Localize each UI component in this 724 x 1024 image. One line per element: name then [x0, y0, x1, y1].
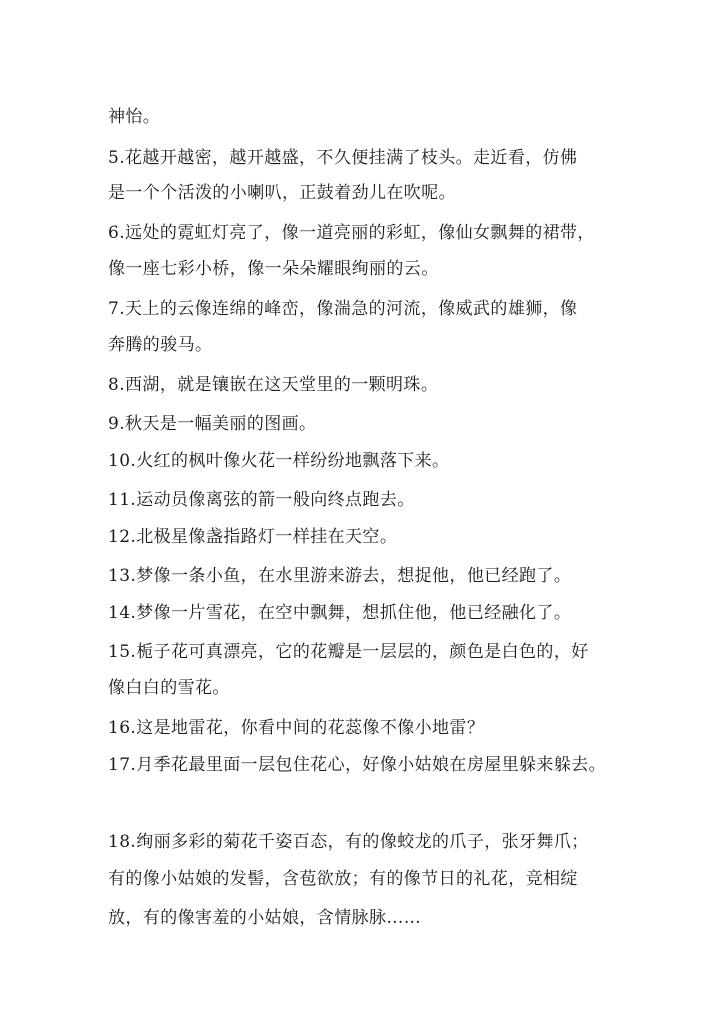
text-line: 11.运动员像离弦的箭一般向终点跑去。 — [108, 490, 415, 510]
text-line: 像一座七彩小桥，像一朵朵耀眼绚丽的云。 — [108, 259, 439, 279]
text-line: 像白白的雪花。 — [108, 678, 230, 698]
text-line: 12.北极星像盏指路灯一样挂在天空。 — [108, 527, 398, 547]
text-line: 神怡。 — [108, 107, 161, 127]
text-line: 奔腾的骏马。 — [108, 335, 213, 355]
text-line: 9.秋天是一幅美丽的图画。 — [108, 414, 317, 434]
text-line: 放，有的像害羞的小姑娘，含情脉脉…… — [108, 908, 422, 928]
text-line: 6.远处的霓虹灯亮了，像一道亮丽的彩虹，像仙女飘舞的裙带， — [108, 223, 595, 243]
text-line: 8.西湖，就是镶嵌在这天堂里的一颗明珠。 — [108, 375, 439, 395]
text-line: 7.天上的云像连绵的峰峦，像湍急的河流，像威武的雄狮，像 — [108, 299, 578, 319]
text-line: 16.这是地雷花，你看中间的花蕊像不像小地雷？ — [108, 718, 485, 738]
text-line: 10.火红的枫叶像火花一样纷纷地飘落下来。 — [108, 451, 450, 471]
text-line: 17.月季花最里面一层包住花心，好像小姑娘在房屋里躲来躲去。 — [108, 755, 607, 775]
text-line: 15.栀子花可真漂亮，它的花瓣是一层层的，颜色是白色的，好 — [108, 642, 589, 662]
text-line: 是一个个活泼的小喇叭，正鼓着劲儿在吹呢。 — [108, 183, 456, 203]
text-line: 14.梦像一片雪花，在空中飘舞，想抓住他，他已经融化了。 — [108, 603, 572, 623]
text-line: 13.梦像一条小鱼，在水里游来游去，想捉他，他已经跑了。 — [108, 566, 572, 586]
text-line: 5.花越开越密，越开越盛，不久便挂满了枝头。走近看，仿佛 — [108, 148, 578, 168]
text-line: 18.绚丽多彩的菊花千姿百态，有的像蛟龙的爪子，张牙舞爪； — [108, 832, 589, 852]
text-line: 有的像小姑娘的发髻，含苞欲放；有的像节日的礼花，竞相绽 — [108, 869, 578, 889]
